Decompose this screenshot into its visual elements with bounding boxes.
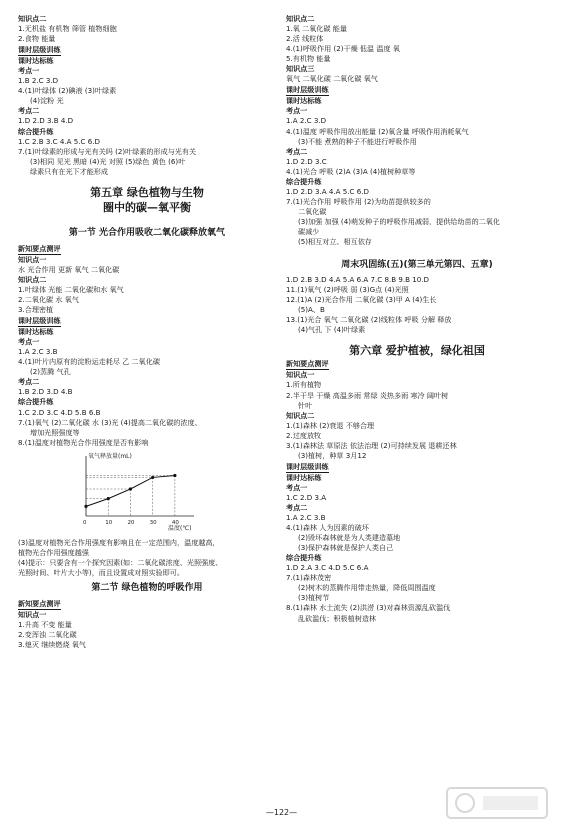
page-number: —122— bbox=[265, 808, 298, 817]
subheading: 知识点二 bbox=[18, 274, 47, 284]
subheading: 知识点一 bbox=[286, 370, 315, 380]
answer-line: (3)加强 加强 (4)萌发种子的呼吸作用减弱，提供给幼苗的二氧化 bbox=[298, 216, 500, 226]
subheading: 知识点三 bbox=[286, 64, 315, 74]
subheading: 考点二 bbox=[18, 377, 40, 387]
answer-line: 1.D 2.A 3.C 4.D 5.C 6.A bbox=[286, 563, 369, 573]
answer-line: 2.变浑浊 二氧化碳 bbox=[18, 630, 77, 640]
section-tag: 新知要点测评 bbox=[18, 244, 61, 255]
section-tag-row bbox=[18, 315, 276, 327]
answer-line: 2.活 线粒体 bbox=[286, 34, 324, 44]
data-point bbox=[107, 497, 110, 500]
answer-line: 11.(1)氧气 (2)呼吸 弱 (3)G点 (4)光照 bbox=[286, 285, 409, 295]
subheading: 考点二 bbox=[286, 503, 308, 513]
section-2-title: 第二节 绿色植物的呼吸作用 bbox=[91, 582, 203, 593]
answer-line: 1.A 2.C 3.B bbox=[18, 347, 58, 357]
answer-line: (3)植树，种草 3月12 bbox=[298, 450, 367, 460]
left-after-chart-block bbox=[18, 538, 276, 578]
answer-line: (2)树木的蒸腾作用带走热量，降低周围温度 bbox=[298, 583, 436, 593]
answer-line: 4.(1)叶片内原有的淀粉运走耗尽 乙 二氧化碳 bbox=[18, 357, 160, 367]
answer-line: 3.(1)森林法 草原法 依法治理 (2)可持续发展 退耕还林 bbox=[286, 440, 457, 450]
answer-line: 增加光照强度等 bbox=[30, 427, 80, 437]
answer-line: 4.(1)温度 呼吸作用放出能量 (2)氧含量 呼吸作用消耗氧气 bbox=[286, 126, 469, 136]
answer-line: 1.C 2.D 3.A bbox=[286, 492, 327, 502]
answer-line: (3)温度对植物光合作用强度有影响且在一定范围内，温度越高， bbox=[18, 537, 220, 547]
gap bbox=[18, 215, 276, 223]
answer-line: 1.A 2.C 3.D bbox=[286, 116, 327, 126]
subheading: 知识点一 bbox=[18, 254, 47, 264]
answer-line: 13.(1)光合 氧气 二氧化碳 (2)线粒体 呼吸 分解 释放 bbox=[286, 315, 452, 325]
answer-line: 1.B 2.C 3.D bbox=[18, 76, 59, 86]
answer-line: 7.(1)光合作用 呼吸作用 (2)为幼苗提供较多的 bbox=[286, 196, 431, 206]
data-point bbox=[84, 504, 87, 507]
chapter-5-title-line2: 圈中的碳—氧平衡 bbox=[103, 200, 191, 214]
answer-line: (4)淀粉 光 bbox=[30, 96, 64, 106]
answer-line: 8.(1)森林 水土流失 (2)洪涝 (3)对森林资源乱砍滥伐 bbox=[286, 603, 451, 613]
answer-line: 1.氧 二氧化碳 能量 bbox=[286, 24, 347, 34]
answer-line: 5.有机物 能量 bbox=[286, 54, 331, 64]
answer-line: 7.(1)氧气 (2)二氧化碳 水 (3)光 (4)提高二氧化碳的浓度、 bbox=[18, 417, 202, 427]
answer-line: 7.(1)叶绿素的形成与光有关吗 (2)叶绿素的形成与光有关 bbox=[18, 146, 197, 156]
answer-line: 1.所有植物 bbox=[286, 380, 322, 390]
answer-line: 4.(1)光合 呼吸 (2)A (3)A (4)植树种草等 bbox=[286, 166, 416, 176]
answer-line: 乱砍滥伐；积极植树造林 bbox=[298, 613, 377, 623]
left-end-block bbox=[18, 598, 276, 650]
answer-line: 1.D 2.B 3.D 4.A 5.A 6.A 7.C 8.B 9.B 10.D bbox=[286, 275, 429, 285]
section-tag-row bbox=[18, 598, 276, 610]
gap bbox=[286, 247, 548, 255]
subheading: 综合提升练 bbox=[286, 553, 322, 563]
answer-line: 绿素只有在光下才能形成 bbox=[30, 166, 109, 176]
answer-line: (3)不能 煮熟的种子不能进行呼吸作用 bbox=[298, 136, 417, 146]
answer-line: (3)植树节 bbox=[298, 593, 330, 603]
weekend-review-block bbox=[286, 275, 548, 335]
subheading: 综合提升练 bbox=[18, 126, 54, 136]
answer-line: (3)相同 见光 黑暗 (4)光 对照 (5)绿色 黄色 (6)叶 bbox=[30, 156, 186, 166]
answer-line: 1.C 2.B 3.C 4.A 5.C 6.D bbox=[18, 136, 100, 146]
answer-line: 4.(1)呼吸作用 (2)干燥 低温 温度 氧 bbox=[286, 44, 400, 54]
x-tick-label: 10 bbox=[105, 519, 113, 526]
answer-line: 针叶 bbox=[298, 400, 313, 410]
subheading: 考点一 bbox=[286, 106, 308, 116]
chapter-5-title-line1: 第五章 绿色植物与生物 bbox=[90, 185, 204, 199]
answer-line: 1.D 2.D 3.B 4.D bbox=[18, 116, 74, 126]
subheading: 知识点一 bbox=[18, 609, 47, 619]
answer-line: 1.无机盐 有机物 筛管 植物细胞 bbox=[18, 24, 117, 34]
subheading: 考点二 bbox=[286, 146, 308, 156]
section-tag: 新知要点测评 bbox=[18, 599, 61, 610]
section-tag-row bbox=[18, 243, 276, 255]
section-tag: 课时层级训练 bbox=[18, 45, 61, 56]
answer-line: (3)保护森林就是保护人类自己 bbox=[298, 543, 394, 553]
answer-line: 12.(1)A (2)光合作用 二氧化碳 (3)甲 A (4)生长 bbox=[286, 295, 437, 305]
subheading: 课时达标练 bbox=[286, 472, 322, 482]
right-column bbox=[286, 14, 548, 624]
answer-line: 二氧化碳 bbox=[298, 206, 327, 216]
subheading: 综合提升练 bbox=[18, 397, 54, 407]
subheading: 考点一 bbox=[18, 66, 40, 76]
answer-line: 1.A 2.C 3.B bbox=[286, 513, 326, 523]
answer-line: 4.(1)森林 人为因素的破坏 bbox=[286, 523, 369, 533]
subheading: 知识点二 bbox=[286, 410, 315, 420]
section-tag-row bbox=[286, 461, 548, 473]
answer-line: 1.叶绿体 光能 二氧化碳和水 氧气 bbox=[18, 284, 124, 294]
answer-line: 1.D 2.D 3.A 4.A 5.C 6.D bbox=[286, 186, 369, 196]
answer-line: 1.D 2.D 3.C bbox=[286, 156, 327, 166]
data-point bbox=[129, 487, 132, 490]
x-tick-label: 0 bbox=[83, 519, 87, 526]
answer-line: (4)气孔 下 (4)叶绿素 bbox=[298, 325, 366, 335]
answer-line: 1.B 2.D 3.D 4.B bbox=[18, 387, 73, 397]
answer-line: 2.过度放牧 bbox=[286, 430, 322, 440]
answer-line: 氧气 二氧化碳 二氧化碳 氧气 bbox=[286, 74, 378, 84]
answer-line: 1.升高 不变 能量 bbox=[18, 619, 72, 629]
gap bbox=[286, 335, 548, 343]
weekend-review-title: 周末巩固练(五)(第三单元第四、五章) bbox=[341, 260, 493, 271]
answer-line: 2.半干旱 干燥 高温多雨 常绿 炎热多雨 寒冷 阔叶树 bbox=[286, 390, 449, 400]
left-top-block bbox=[18, 14, 276, 177]
answer-line: 植物光合作用强度越强 bbox=[18, 547, 89, 557]
answer-line: 3.合理密植 bbox=[18, 305, 54, 315]
section-tag-row bbox=[18, 44, 276, 56]
subheading: 课时达标练 bbox=[286, 96, 322, 106]
section-1-title: 第一节 光合作用吸收二氧化碳释放氧气 bbox=[68, 227, 226, 238]
data-point bbox=[173, 474, 176, 477]
section-tag: 课时层级训练 bbox=[18, 316, 61, 327]
answer-line: 2.食物 能量 bbox=[18, 34, 56, 44]
section-tag-row bbox=[286, 358, 548, 370]
watermark-logo bbox=[443, 784, 553, 824]
y-axis-label: 氧气释放量(mL) bbox=[88, 452, 132, 460]
subheading: 课时达标练 bbox=[18, 327, 54, 337]
section-tag-row bbox=[286, 84, 548, 96]
answer-line: 碳减少 bbox=[298, 226, 320, 236]
answer-line: 7.(1)森林茂密 bbox=[286, 573, 332, 583]
answer-line: (2)蒸腾 气孔 bbox=[30, 367, 71, 377]
subheading: 知识点二 bbox=[18, 14, 47, 23]
left-mid-block bbox=[18, 243, 276, 448]
subheading: 课时达标练 bbox=[18, 56, 54, 66]
right-top-block bbox=[286, 14, 548, 247]
answer-line: 光照时间、叶片大小等)，而且设置成对照实验即可。 bbox=[18, 567, 184, 577]
subheading: 考点一 bbox=[18, 337, 40, 347]
x-tick-label: 20 bbox=[127, 519, 135, 526]
gap bbox=[18, 177, 276, 185]
answer-line: 1.(1)森林 (2)衰退 不够合理 bbox=[286, 420, 375, 430]
answer-line: 4.(1)叶绿体 (2)碘液 (3)叶绿素 bbox=[18, 86, 117, 96]
answer-line: 水 光合作用 更新 氧气 二氧化碳 bbox=[18, 264, 120, 274]
section-tag: 课时层级训练 bbox=[286, 85, 329, 96]
x-axis-label: 温度(℃) bbox=[168, 524, 192, 532]
answer-line: 2.二氧化碳 水 氧气 bbox=[18, 294, 79, 304]
answer-line: (4)提示：只要含有一个探究因素(如：二氧化碳浓度、光照强度、 bbox=[18, 557, 223, 567]
chapter-6-title: 第六章 爱护植被，绿化祖国 bbox=[349, 344, 485, 358]
subheading: 考点二 bbox=[18, 106, 40, 116]
x-tick-label: 40 bbox=[171, 519, 179, 526]
chapter-6-block bbox=[286, 358, 548, 623]
answer-line: 8.(1)温度对植物光合作用强度是否有影响 bbox=[18, 437, 149, 447]
section-tag: 新知要点测评 bbox=[286, 359, 329, 370]
subheading: 综合提升练 bbox=[286, 176, 322, 186]
answer-line: (5)相互对立、相互依存 bbox=[298, 237, 372, 247]
x-tick-label: 30 bbox=[149, 519, 157, 526]
answer-line: 1.C 2.D 3.C 4.D 5.B 6.B bbox=[18, 407, 101, 417]
answer-line: (2)毁坏森林就是为人类建造墓地 bbox=[298, 533, 401, 543]
answer-line: 3.熄灭 继续燃烧 氧气 bbox=[18, 640, 87, 650]
answer-line: (5)A、B bbox=[298, 305, 325, 315]
section-tag: 课时层级训练 bbox=[286, 462, 329, 473]
oxygen-release-chart bbox=[68, 450, 218, 532]
subheading: 考点一 bbox=[286, 482, 308, 492]
left-column bbox=[18, 14, 276, 650]
data-point bbox=[151, 476, 154, 479]
subheading: 知识点二 bbox=[286, 14, 315, 23]
